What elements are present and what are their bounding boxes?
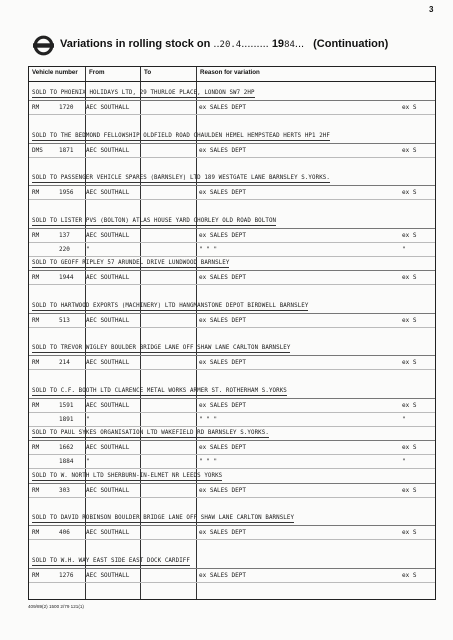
to-code: ex S [402, 104, 417, 111]
sold-to-line: SOLD TO HARTWOOD EXPORTS (MACHINERY) LTD HANGMANSTONE DEPOT BIRDWELL BARNSLEY [32, 302, 309, 309]
vehicle-number: 1884 [59, 458, 74, 465]
roundel-logo-icon [33, 35, 54, 56]
from-location: AEC SOUTHALL [86, 571, 130, 579]
to-code: ex S [402, 146, 417, 154]
row-rule [29, 483, 435, 484]
row-rule [29, 228, 435, 229]
row-rule [29, 355, 435, 356]
row-rule [29, 468, 435, 469]
reason-text: ex SALES DEPT [199, 444, 246, 451]
vehicle-number: 1891 [59, 415, 74, 423]
vehicle-number: 1956 [59, 189, 74, 196]
vehicle-type: RM [32, 444, 40, 451]
from-location: AEC SOUTHALL [86, 401, 130, 409]
to-code: ex S [402, 359, 417, 366]
row-rule [29, 185, 435, 186]
vehicle-type: RM [32, 274, 40, 281]
to-code: " [402, 458, 406, 465]
to-code: ex S [402, 231, 417, 239]
vehicle-type: RM [32, 401, 40, 409]
header-reason: Reason for variation [200, 69, 260, 76]
page-title: Variations in rolling stock on ..20.4......... 1984... (Continuation) [60, 38, 389, 50]
row-rule [29, 284, 435, 285]
sold-to-line: SOLD TO DAVID ROBINSON BOULDER BRIDGE LANE OFF SHAW LANE CARLTON BARNSLEY [32, 515, 295, 521]
row-rule [29, 270, 435, 271]
reason-text: ex SALES DEPT [199, 274, 246, 281]
header-to: To [144, 69, 152, 76]
row-rule [29, 568, 435, 569]
to-code: ex S [402, 571, 417, 579]
to-code: ex S [402, 401, 417, 409]
row-rule [29, 440, 435, 441]
vehicle-type: RM [32, 189, 40, 196]
form-code: 409/89(2) 1500 2/79 121(1) [28, 604, 84, 609]
from-location: AEC SOUTHALL [86, 444, 130, 451]
sold-to-line: SOLD TO PAUL SYKES ORGANISATION LTD WAKEFIELD RD BARNSLEY S.YORKS. [32, 430, 269, 436]
from-location: AEC SOUTHALL [86, 359, 130, 366]
reason-text: ex SALES DEPT [199, 231, 246, 239]
from-location: " [86, 415, 90, 423]
row-rule [29, 199, 435, 200]
row-rule [29, 100, 435, 101]
vehicle-number: 513 [59, 316, 70, 324]
from-location: AEC SOUTHALL [86, 316, 130, 324]
row-rule [29, 143, 435, 144]
sold-to-line: SOLD TO W. NORTH LTD SHERBURN-IN-ELMET NR LEEDS YORKS [32, 472, 223, 479]
title-continuation: (Continuation) [313, 38, 389, 50]
from-location: AEC SOUTHALL [86, 486, 130, 494]
vehicle-type: RM [32, 104, 40, 111]
row-rule [29, 256, 435, 257]
row-rule [29, 525, 435, 526]
reason-text: " " " [199, 245, 218, 253]
vehicle-type: RM [32, 359, 40, 366]
to-code: ex S [402, 444, 417, 451]
vehicle-number: 1871 [59, 146, 74, 154]
row-rule [29, 327, 435, 328]
row-rule [29, 114, 435, 115]
vehicle-number: 220 [59, 245, 70, 253]
reason-text: ex SALES DEPT [199, 104, 246, 111]
from-location: AEC SOUTHALL [86, 274, 130, 281]
vehicle-type: RM [32, 486, 40, 494]
vehicle-number: 137 [59, 231, 70, 239]
row-rule [29, 539, 435, 540]
row-rule [29, 398, 435, 399]
row-rule [29, 412, 435, 413]
reason-text: ex SALES DEPT [199, 571, 246, 579]
sold-to-line: SOLD TO TREVOR WIGLEY BOULDER BRIDGE LANE OFF SHAW LANE CARLTON BARNSLEY [32, 345, 291, 351]
vehicle-number: 1662 [59, 444, 74, 451]
to-code: ex S [402, 274, 417, 281]
sold-to-line: SOLD TO C.F. BOOTH LTD CLARENCE METAL WORKS ARMER ST. ROTHERHAM S.YORKS [32, 387, 287, 394]
to-code: ex S [402, 486, 417, 494]
vehicle-number: 214 [59, 359, 70, 366]
sold-to-line: SOLD TO LISTER PVS (BOLTON) ATLAS HOUSE YARD CHORLEY OLD ROAD BOLTON [32, 217, 277, 224]
from-location: AEC SOUTHALL [86, 231, 130, 239]
reason-text: ex SALES DEPT [199, 189, 246, 196]
reason-text: " " " [199, 415, 218, 423]
from-location: AEC SOUTHALL [86, 529, 130, 536]
vehicle-number: 406 [59, 529, 70, 536]
reason-text: ex SALES DEPT [199, 359, 246, 366]
vehicle-number: 1720 [59, 104, 74, 111]
row-rule [29, 369, 435, 370]
from-location: AEC SOUTHALL [86, 104, 130, 111]
vehicle-number: 303 [59, 486, 70, 494]
to-code: ex S [402, 316, 417, 324]
reason-text: ex SALES DEPT [199, 401, 246, 409]
title-year-written: 84 [284, 40, 295, 50]
page-number: 3 [429, 5, 434, 14]
reason-text: ex SALES DEPT [199, 146, 246, 154]
from-location: AEC SOUTHALL [86, 189, 130, 196]
header-from: From [89, 69, 105, 76]
row-rule [29, 454, 435, 455]
title-prefix: Variations in rolling stock on [60, 38, 211, 50]
row-rule [29, 497, 435, 498]
from-location: " [86, 458, 90, 465]
vehicle-type: RM [32, 316, 40, 324]
row-rule [29, 582, 435, 583]
sold-to-line: SOLD TO THE BEDMOND FELLOWSHIP OLDFIELD ROAD CHAULDEN HEMEL HEMPSTEAD HERTS HP1 2HF [32, 132, 330, 139]
title-date: 20.4 [219, 40, 242, 50]
vehicle-number: 1276 [59, 571, 74, 579]
vehicle-type: RM [32, 571, 40, 579]
to-code: " [402, 245, 406, 253]
vehicle-type: RM [32, 529, 40, 536]
header-vehicle-number: Vehicle number [32, 69, 78, 76]
reason-text: ex SALES DEPT [199, 486, 246, 494]
row-rule [29, 157, 435, 158]
to-code: ex S [402, 529, 417, 536]
row-rule [29, 426, 435, 427]
vehicle-type: DMS [32, 146, 43, 154]
reason-text: ex SALES DEPT [199, 529, 246, 536]
reason-text: ex SALES DEPT [199, 316, 246, 324]
reason-text: " " " [199, 458, 218, 465]
row-rule [29, 313, 435, 314]
vehicle-type: RM [32, 231, 40, 239]
from-location: " [86, 245, 90, 253]
sold-to-line: SOLD TO PHOENIX HOLIDAYS LTD, 29 THURLOE PLACE, LONDON SW7 2HP [32, 90, 255, 96]
sold-to-line: SOLD TO W.H. WAY EAST SIDE EAST DOCK CARDIFF [32, 557, 190, 564]
to-code: ex S [402, 189, 417, 196]
vehicle-number: 1944 [59, 274, 74, 281]
to-code: " [402, 415, 406, 423]
vehicle-number: 1591 [59, 401, 74, 409]
row-rule [29, 242, 435, 243]
header-rule [29, 81, 435, 82]
sold-to-line: SOLD TO GEOFF RIPLEY 57 ARUNDEL DRIVE LUNDWOOD BARNSLEY [32, 260, 230, 266]
title-year-printed: 19 [271, 38, 285, 50]
sold-to-line: SOLD TO PASSENGER VEHICLE SPARES (BARNSLEY) LTD 189 WESTGATE LANE BARNSLEY S.YORKS. [32, 175, 330, 181]
rolling-stock-table [28, 66, 436, 600]
from-location: AEC SOUTHALL [86, 146, 130, 154]
